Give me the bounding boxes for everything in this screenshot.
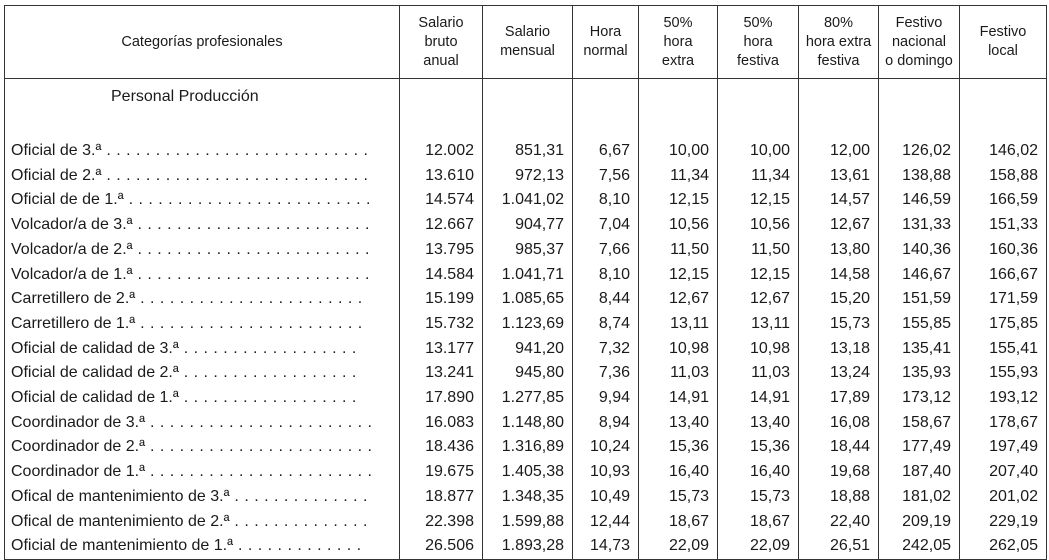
cell-salario-bruto-anual: 18.436 — [400, 435, 483, 460]
cell-salario-mensual: 1.599,88 — [483, 510, 573, 535]
cell-salario-mensual: 985,37 — [483, 238, 573, 263]
cell-hora-extra: 16,40 — [639, 460, 718, 485]
cell-hora-festiva: 15,73 — [718, 485, 799, 510]
cell-hora-extra-festiva: 14,57 — [799, 188, 879, 213]
cell-festivo-local: 146,02 — [960, 139, 1047, 164]
category-cell — [5, 213, 400, 238]
category-label: Ofical de mantenimiento de 3.ª — [11, 487, 230, 505]
cell-hora-extra: 22,09 — [639, 534, 718, 559]
leader-dots: . . . . . . . . . . . . . . . . . . . . . . . . — [132, 240, 370, 258]
cell-festivo-nacional: 151,59 — [879, 287, 960, 312]
cell-festivo-local: 201,02 — [960, 485, 1047, 510]
cell-hora-extra-festiva: 19,68 — [799, 460, 879, 485]
empty-cell — [799, 79, 879, 140]
cell-festivo-local: 178,67 — [960, 411, 1047, 436]
cell-salario-mensual: 1.405,38 — [483, 460, 573, 485]
cell-salario-bruto-anual: 26.506 — [400, 534, 483, 559]
cell-hora-extra-festiva: 13,18 — [799, 337, 879, 362]
category-cell — [5, 411, 400, 436]
cell-festivo-nacional: 135,41 — [879, 337, 960, 362]
leader-dots: . . . . . . . . . . . . . . . . . . . . . . . — [145, 438, 373, 456]
category-cell — [5, 386, 400, 411]
cell-hora-extra: 14,91 — [639, 386, 718, 411]
empty-cell — [718, 79, 799, 140]
category-cell — [5, 238, 400, 263]
cell-salario-bruto-anual: 14.584 — [400, 263, 483, 288]
category-label: Volcador/a de 1.ª — [11, 265, 133, 283]
cell-hora-normal: 8,94 — [573, 411, 639, 436]
cell-salario-mensual: 1.148,80 — [483, 411, 573, 436]
cell-festivo-local: 175,85 — [960, 312, 1047, 337]
cell-hora-festiva: 12,15 — [718, 263, 799, 288]
leader-dots: . . . . . . . . . . . . . . . . . . . . . . . — [135, 290, 363, 308]
cell-hora-normal: 8,74 — [573, 312, 639, 337]
category-label: Coordinador de 2.ª — [11, 438, 146, 456]
category-label: Oficial de 3.ª — [11, 142, 102, 159]
cell-salario-bruto-anual: 15.732 — [400, 312, 483, 337]
cell-festivo-local: 197,49 — [960, 435, 1047, 460]
cell-festivo-nacional: 135,93 — [879, 361, 960, 386]
cell-hora-normal: 8,10 — [573, 188, 639, 213]
table-row — [5, 312, 1047, 337]
cell-hora-extra-festiva: 12,67 — [799, 213, 879, 238]
cell-hora-normal: 9,94 — [573, 386, 639, 411]
cell-hora-festiva: 11,03 — [718, 361, 799, 386]
header-salario-mensual: Salario mensual — [483, 6, 573, 79]
category-cell — [5, 510, 400, 535]
cell-hora-festiva: 12,15 — [718, 188, 799, 213]
category-cell — [5, 139, 400, 164]
cell-hora-extra: 12,15 — [639, 263, 718, 288]
cell-festivo-local: 151,33 — [960, 213, 1047, 238]
leader-dots: . . . . . . . . . . . . . . . . . . . . . . . . . . . — [101, 166, 369, 184]
category-cell — [5, 263, 400, 288]
cell-hora-extra: 10,56 — [639, 213, 718, 238]
category-label: Volcador/a de 2.ª — [11, 240, 133, 258]
category-label: Oficial de calidad de 1.ª — [11, 389, 179, 407]
cell-salario-bruto-anual: 13.241 — [400, 361, 483, 386]
section-row — [5, 79, 1047, 140]
cell-hora-festiva: 11,34 — [718, 164, 799, 189]
table-row — [5, 411, 1047, 436]
cell-hora-normal: 8,10 — [573, 263, 639, 288]
leader-dots: . . . . . . . . . . . . . . — [229, 487, 368, 505]
cell-festivo-local: 262,05 — [960, 534, 1047, 559]
cell-hora-extra-festiva: 18,88 — [799, 485, 879, 510]
cell-hora-extra: 13,11 — [639, 312, 718, 337]
cell-festivo-local: 155,93 — [960, 361, 1047, 386]
cell-festivo-local: 166,67 — [960, 263, 1047, 288]
cell-hora-normal: 7,36 — [573, 361, 639, 386]
cell-hora-normal: 10,24 — [573, 435, 639, 460]
cell-salario-bruto-anual: 13.795 — [400, 238, 483, 263]
category-label: Coordinador de 3.ª — [11, 413, 146, 431]
cell-festivo-nacional: 138,88 — [879, 164, 960, 189]
table-row — [5, 386, 1047, 411]
header-hora-extra: 50% hora extra — [639, 6, 718, 79]
category-label: Oficial de calidad de 3.ª — [11, 339, 179, 357]
category-cell — [5, 287, 400, 312]
cell-salario-bruto-anual: 16.083 — [400, 411, 483, 436]
cell-salario-mensual: 941,20 — [483, 337, 573, 362]
cell-hora-extra-festiva: 22,40 — [799, 510, 879, 535]
cell-hora-festiva: 22,09 — [718, 534, 799, 559]
cell-hora-extra-festiva: 15,20 — [799, 287, 879, 312]
category-cell — [5, 435, 400, 460]
cell-salario-bruto-anual: 18.877 — [400, 485, 483, 510]
cell-hora-festiva: 18,67 — [718, 510, 799, 535]
cell-hora-normal: 12,44 — [573, 510, 639, 535]
cell-hora-normal: 10,93 — [573, 460, 639, 485]
cell-salario-bruto-anual: 19.675 — [400, 460, 483, 485]
category-cell — [5, 312, 400, 337]
cell-hora-normal: 7,32 — [573, 337, 639, 362]
cell-salario-mensual: 1.041,71 — [483, 263, 573, 288]
cell-festivo-nacional: 242,05 — [879, 534, 960, 559]
cell-festivo-local: 155,41 — [960, 337, 1047, 362]
header-categorias: Categorías profesionales — [5, 6, 400, 79]
cell-salario-mensual: 945,80 — [483, 361, 573, 386]
cell-festivo-local: 207,40 — [960, 460, 1047, 485]
header-salario-bruto-anual: Salario bruto anual — [400, 6, 483, 79]
cell-hora-extra: 15,36 — [639, 435, 718, 460]
empty-cell — [483, 79, 573, 140]
cell-salario-bruto-anual: 22.398 — [400, 510, 483, 535]
cell-hora-extra-festiva: 13,80 — [799, 238, 879, 263]
header-festivo-nacional: Festivo nacional o domingo — [879, 6, 960, 79]
header-hora-festiva: 50% hora festiva — [718, 6, 799, 79]
table-row — [5, 510, 1047, 535]
category-label: Ofical de mantenimiento de 2.ª — [11, 512, 230, 530]
cell-festivo-nacional: 126,02 — [879, 139, 960, 164]
cell-salario-bruto-anual: 13.177 — [400, 337, 483, 362]
cell-hora-festiva: 11,50 — [718, 238, 799, 263]
cell-hora-extra: 10,00 — [639, 139, 718, 164]
cell-festivo-local: 158,88 — [960, 164, 1047, 189]
cell-festivo-local: 229,19 — [960, 510, 1047, 535]
cell-salario-mensual: 972,13 — [483, 164, 573, 189]
cell-festivo-nacional: 146,67 — [879, 263, 960, 288]
table-row — [5, 435, 1047, 460]
cell-salario-bruto-anual: 12.002 — [400, 139, 483, 164]
cell-hora-extra: 13,40 — [639, 411, 718, 436]
cell-salario-mensual: 1.893,28 — [483, 534, 573, 559]
leader-dots: . . . . . . . . . . . . . . . . . . — [178, 364, 357, 382]
cell-hora-normal: 8,44 — [573, 287, 639, 312]
category-label: Oficial de calidad de 2.ª — [11, 364, 179, 382]
cell-salario-mensual: 1.123,69 — [483, 312, 573, 337]
cell-hora-extra-festiva: 18,44 — [799, 435, 879, 460]
cell-festivo-local: 193,12 — [960, 386, 1047, 411]
cell-festivo-nacional: 131,33 — [879, 213, 960, 238]
category-cell — [5, 534, 400, 559]
category-cell — [5, 337, 400, 362]
category-cell — [5, 485, 400, 510]
cell-hora-normal: 7,04 — [573, 213, 639, 238]
cell-hora-festiva: 10,00 — [718, 139, 799, 164]
cell-salario-mensual: 904,77 — [483, 213, 573, 238]
cell-salario-bruto-anual: 12.667 — [400, 213, 483, 238]
cell-hora-festiva: 10,56 — [718, 213, 799, 238]
cell-salario-mensual: 1.041,02 — [483, 188, 573, 213]
cell-hora-extra: 10,98 — [639, 337, 718, 362]
cell-hora-festiva: 16,40 — [718, 460, 799, 485]
table-row — [5, 139, 1047, 164]
cell-festivo-nacional: 146,59 — [879, 188, 960, 213]
table-row — [5, 213, 1047, 238]
cell-hora-extra-festiva: 17,89 — [799, 386, 879, 411]
cell-hora-extra-festiva: 26,51 — [799, 534, 879, 559]
cell-festivo-nacional: 173,12 — [879, 386, 960, 411]
leader-dots: . . . . . . . . . . . . . . . . . . . . . . . . . . . — [101, 142, 369, 159]
cell-salario-bruto-anual: 14.574 — [400, 188, 483, 213]
leader-dots: . . . . . . . . . . . . . . . . . . — [178, 389, 357, 407]
cell-hora-extra: 15,73 — [639, 485, 718, 510]
cell-festivo-local: 160,36 — [960, 238, 1047, 263]
table-row — [5, 337, 1047, 362]
salary-table — [4, 5, 1047, 560]
leader-dots: . . . . . . . . . . . . . . — [229, 512, 368, 530]
cell-festivo-nacional: 155,85 — [879, 312, 960, 337]
cell-hora-normal: 6,67 — [573, 139, 639, 164]
cell-hora-extra: 11,03 — [639, 361, 718, 386]
category-label: Carretillero de 2.ª — [11, 290, 136, 308]
cell-hora-festiva: 10,98 — [718, 337, 799, 362]
cell-festivo-nacional: 158,67 — [879, 411, 960, 436]
table-row — [5, 164, 1047, 189]
cell-hora-extra-festiva: 15,73 — [799, 312, 879, 337]
leader-dots: . . . . . . . . . . . . . . . . . . . . . . . — [145, 413, 373, 431]
cell-salario-bruto-anual: 13.610 — [400, 164, 483, 189]
cell-hora-festiva: 13,11 — [718, 312, 799, 337]
category-label: Oficial de mantenimiento de 1.ª — [11, 537, 234, 555]
empty-cell — [400, 79, 483, 140]
cell-hora-extra: 12,67 — [639, 287, 718, 312]
table-row — [5, 287, 1047, 312]
cell-hora-extra-festiva: 12,00 — [799, 139, 879, 164]
header-festivo-local: Festivo local — [960, 6, 1047, 79]
header-hora-extra-festiva: 80% hora extra festiva — [799, 6, 879, 79]
cell-salario-mensual: 851,31 — [483, 139, 573, 164]
cell-hora-festiva: 13,40 — [718, 411, 799, 436]
table-row — [5, 188, 1047, 213]
cell-hora-extra: 12,15 — [639, 188, 718, 213]
cell-hora-extra: 11,34 — [639, 164, 718, 189]
table-row — [5, 238, 1047, 263]
category-cell — [5, 164, 400, 189]
cell-hora-normal: 7,56 — [573, 164, 639, 189]
leader-dots: . . . . . . . . . . . . . . . . . . . . . . . — [135, 314, 363, 332]
cell-salario-mensual: 1.316,89 — [483, 435, 573, 460]
cell-salario-mensual: 1.277,85 — [483, 386, 573, 411]
cell-hora-normal: 10,49 — [573, 485, 639, 510]
category-label: Oficial de 2.ª — [11, 166, 102, 184]
leader-dots: . . . . . . . . . . . . . . . . . . . . . . . — [145, 463, 373, 481]
table-row — [5, 534, 1047, 559]
empty-cell — [573, 79, 639, 140]
cell-festivo-nacional: 140,36 — [879, 238, 960, 263]
header-row — [5, 6, 1047, 79]
cell-hora-extra-festiva: 13,24 — [799, 361, 879, 386]
cell-hora-festiva: 15,36 — [718, 435, 799, 460]
table-body — [5, 79, 1047, 560]
category-cell — [5, 460, 400, 485]
cell-hora-extra: 11,50 — [639, 238, 718, 263]
category-cell — [5, 188, 400, 213]
empty-cell — [879, 79, 960, 140]
cell-festivo-local: 166,59 — [960, 188, 1047, 213]
table-row — [5, 361, 1047, 386]
cell-hora-extra: 18,67 — [639, 510, 718, 535]
cell-festivo-nacional: 177,49 — [879, 435, 960, 460]
section-title: Personal Producción — [5, 79, 400, 140]
cell-hora-normal: 7,66 — [573, 238, 639, 263]
cell-salario-bruto-anual: 17.890 — [400, 386, 483, 411]
category-label: Volcador/a de 3.ª — [11, 216, 133, 234]
cell-hora-extra-festiva: 13,61 — [799, 164, 879, 189]
cell-salario-mensual: 1.085,65 — [483, 287, 573, 312]
table-row — [5, 460, 1047, 485]
cell-festivo-nacional: 187,40 — [879, 460, 960, 485]
category-label: Coordinador de 1.ª — [11, 463, 146, 481]
leader-dots: . . . . . . . . . . . . . . . . . . . . . . . . — [132, 265, 370, 283]
cell-hora-festiva: 14,91 — [718, 386, 799, 411]
cell-festivo-nacional: 181,02 — [879, 485, 960, 510]
empty-cell — [639, 79, 718, 140]
header-hora-normal: Hora normal — [573, 6, 639, 79]
cell-hora-extra-festiva: 16,08 — [799, 411, 879, 436]
cell-salario-mensual: 1.348,35 — [483, 485, 573, 510]
category-label: Carretillero de 1.ª — [11, 314, 136, 332]
category-label: Oficial de de 1.ª — [11, 191, 124, 209]
cell-hora-normal: 14,73 — [573, 534, 639, 559]
category-cell — [5, 361, 400, 386]
table-row — [5, 263, 1047, 288]
leader-dots: . . . . . . . . . . . . . . . . . . . . . . . . — [132, 216, 370, 234]
cell-festivo-nacional: 209,19 — [879, 510, 960, 535]
cell-festivo-local: 171,59 — [960, 287, 1047, 312]
leader-dots: . . . . . . . . . . . . . . . . . . . . . . . . . — [123, 191, 371, 209]
cell-hora-extra-festiva: 14,58 — [799, 263, 879, 288]
cell-salario-bruto-anual: 15.199 — [400, 287, 483, 312]
leader-dots: . . . . . . . . . . . . . . . . . . — [178, 339, 357, 357]
table-row — [5, 485, 1047, 510]
cell-hora-festiva: 12,67 — [718, 287, 799, 312]
leader-dots: . . . . . . . . . . . . . — [233, 537, 362, 555]
empty-cell — [960, 79, 1047, 140]
